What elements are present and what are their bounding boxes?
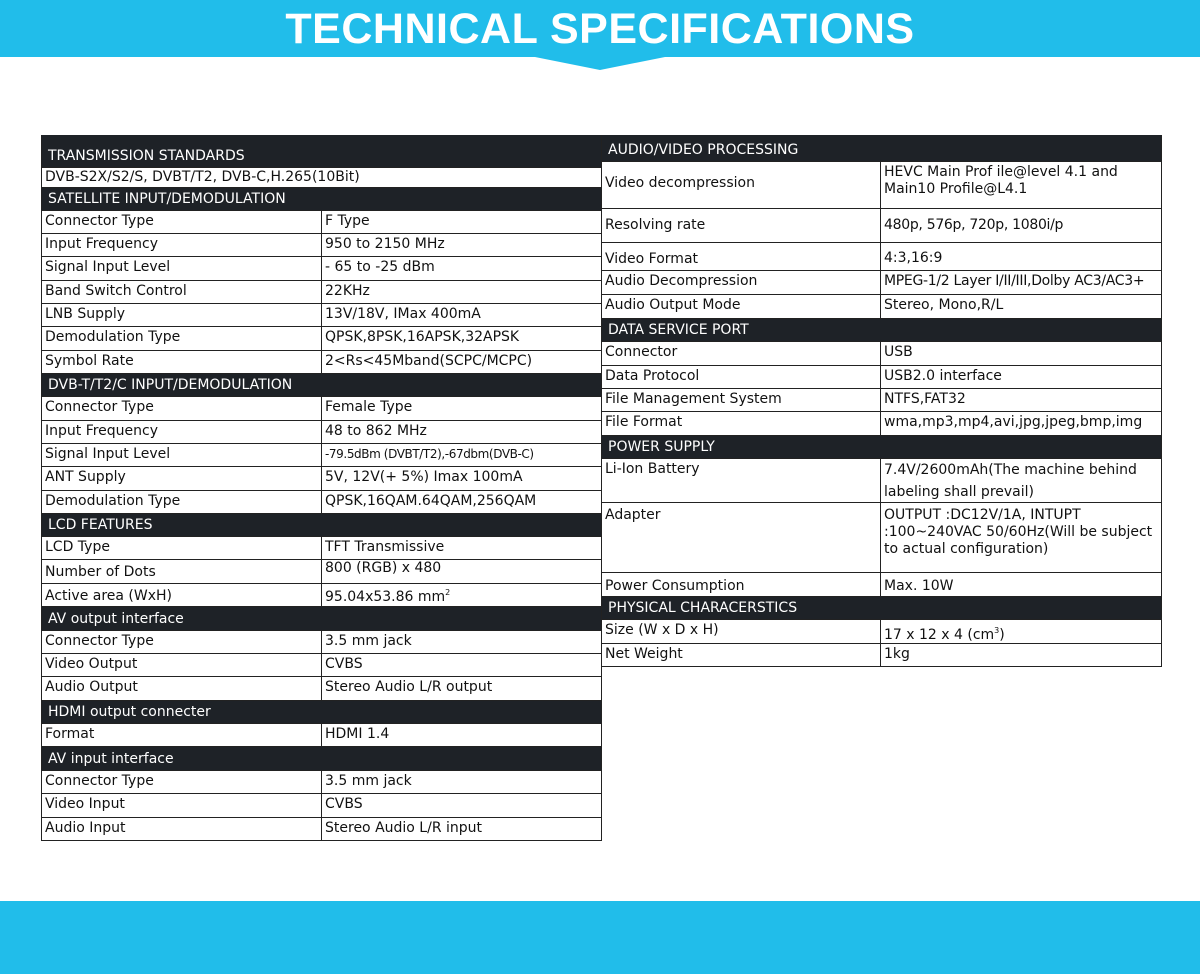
spec-label: LNB Supply bbox=[42, 304, 322, 326]
spec-value: TFT Transmissive bbox=[325, 539, 445, 555]
table-row bbox=[42, 257, 601, 281]
section-title: DATA SERVICE PORT bbox=[608, 322, 749, 338]
spec-label: File Management System bbox=[602, 389, 881, 411]
spec-label: Demodulation Type bbox=[42, 491, 322, 513]
table-row bbox=[42, 304, 601, 327]
spec-label: Video Output bbox=[42, 654, 322, 676]
spec-value: wma,mp3,mp4,avi,jpg,jpeg,bmp,img bbox=[884, 414, 1143, 430]
spec-label: Connector Type bbox=[42, 771, 322, 793]
spec-value: 7.4V/2600mAh(The machine behind labeling shall prevail) bbox=[884, 462, 1137, 500]
table-row bbox=[602, 342, 1161, 366]
table-row bbox=[42, 281, 601, 304]
spec-value: 5V, 12V(+ 5%) Imax 100mA bbox=[325, 469, 523, 485]
spec-value: 3.5 mm jack bbox=[325, 633, 412, 649]
header-banner bbox=[0, 0, 1200, 57]
spec-label: Connector Type bbox=[42, 631, 322, 653]
spec-value bbox=[881, 620, 1008, 643]
section-title: AUDIO/VIDEO PROCESSING bbox=[608, 142, 799, 158]
spec-label: Signal Input Level bbox=[42, 257, 322, 280]
table-row bbox=[42, 560, 601, 584]
spec-value: 1kg bbox=[884, 646, 910, 662]
spec-label: Connector Type bbox=[42, 397, 322, 420]
table-row bbox=[602, 295, 1161, 319]
spec-label: Video Input bbox=[42, 794, 322, 817]
spec-value: 22KHz bbox=[325, 283, 370, 299]
spec-label: Active area (WxH) bbox=[42, 584, 322, 606]
table-row bbox=[42, 397, 601, 421]
spec-value: USB bbox=[884, 344, 913, 360]
spec-label: Adapter bbox=[602, 503, 881, 572]
table-row bbox=[42, 724, 601, 747]
spec-label: Connector bbox=[602, 342, 881, 365]
section-title: PHYSICAL CHARACERSTICS bbox=[608, 600, 798, 616]
spec-label: Net Weight bbox=[602, 644, 881, 666]
spec-value bbox=[322, 584, 453, 606]
spec-label: Demodulation Type bbox=[42, 327, 322, 350]
size-value: 17 x 12 x 4 (cm bbox=[884, 627, 995, 643]
section-transmission-standards bbox=[42, 135, 601, 168]
section-title: AV input interface bbox=[48, 751, 174, 767]
spec-value: 4:3,16:9 bbox=[884, 250, 943, 266]
spec-value: 950 to 2150 MHz bbox=[325, 236, 445, 252]
section-data-service-port bbox=[602, 319, 1161, 342]
table-row bbox=[42, 818, 601, 841]
spec-label: ANT Supply bbox=[42, 467, 322, 490]
table-row bbox=[42, 677, 601, 701]
spec-value: NTFS,FAT32 bbox=[884, 391, 966, 407]
section-av-input bbox=[42, 747, 601, 771]
table-row bbox=[602, 366, 1161, 389]
section-dvbt-input bbox=[42, 374, 601, 397]
spec-label: Data Protocol bbox=[602, 366, 881, 388]
section-satellite-input bbox=[42, 188, 601, 211]
spec-value: Stereo Audio L/R output bbox=[325, 679, 493, 695]
section-title: DVB-T/T2/C INPUT/DEMODULATION bbox=[48, 377, 293, 393]
section-title: POWER SUPPLY bbox=[608, 439, 715, 455]
left-spec-table bbox=[41, 135, 602, 841]
table-row bbox=[42, 467, 601, 491]
spec-label: Power Consumption bbox=[602, 573, 881, 596]
table-row bbox=[602, 573, 1161, 597]
spec-label: Audio Decompression bbox=[602, 271, 881, 294]
section-title: SATELLITE INPUT/DEMODULATION bbox=[48, 191, 286, 207]
page-title: TECHNICAL SPECIFICATIONS bbox=[285, 5, 915, 53]
spec-value: QPSK,8PSK,16APSK,32APSK bbox=[325, 329, 520, 345]
spec-value: HDMI 1.4 bbox=[325, 726, 390, 742]
section-hdmi-output bbox=[42, 701, 601, 724]
table-row bbox=[602, 209, 1161, 243]
superscript: 3 bbox=[994, 626, 1000, 635]
spec-label: Input Frequency bbox=[42, 421, 322, 443]
section-av-processing bbox=[602, 135, 1161, 162]
spec-value: HEVC Main Prof ile@level 4.1 and Main10 Profile@L4.1 bbox=[884, 164, 1118, 197]
table-row bbox=[42, 771, 601, 794]
spec-value: 13V/18V, IMax 400mA bbox=[325, 306, 481, 322]
table-row bbox=[602, 620, 1161, 644]
spec-label: Audio Output Mode bbox=[602, 295, 881, 318]
table-row bbox=[602, 389, 1161, 412]
table-row bbox=[602, 459, 1161, 503]
spec-label: Li-Ion Battery bbox=[602, 459, 881, 502]
spec-value: OUTPUT :DC12V/1A, INTUPT :100~240VAC 50/60Hz(Will be subject to actual configuration) bbox=[884, 507, 1153, 557]
spec-value: Stereo Audio L/R input bbox=[325, 820, 483, 836]
section-lcd-features bbox=[42, 514, 601, 537]
spec-value: QPSK,16QAM.64QAM,256QAM bbox=[325, 493, 537, 509]
table-row bbox=[42, 794, 601, 818]
spec-value: F Type bbox=[325, 213, 370, 229]
table-row bbox=[602, 644, 1161, 667]
table-row bbox=[42, 234, 601, 257]
spec-label: Connector Type bbox=[42, 211, 322, 233]
spec-value: 800 (RGB) x 480 bbox=[325, 560, 442, 576]
section-title: TRANSMISSION STANDARDS bbox=[48, 148, 245, 164]
table-row bbox=[42, 444, 601, 467]
table-row bbox=[42, 327, 601, 351]
table-row bbox=[42, 421, 601, 444]
spec-label: Format bbox=[42, 724, 322, 746]
spec-value: 48 to 862 MHz bbox=[325, 423, 427, 439]
spec-value: MPEG-1/2 Layer I/II/III,Dolby AC3/AC3+ bbox=[884, 273, 1145, 289]
banner-notch bbox=[535, 57, 665, 70]
table-row bbox=[602, 503, 1161, 573]
spec-value: Max. 10W bbox=[884, 578, 954, 594]
spec-value: CVBS bbox=[325, 656, 363, 672]
table-row bbox=[42, 351, 601, 374]
spec-value: USB2.0 interface bbox=[884, 368, 1002, 384]
spec-label: Size (W x D x H) bbox=[602, 620, 881, 643]
active-area-value: 95.04x53.86 mm bbox=[325, 589, 446, 605]
spec-label: Audio Input bbox=[42, 818, 322, 840]
table-row bbox=[42, 491, 601, 514]
spec-value: - 65 to -25 dBm bbox=[325, 259, 435, 275]
table-row bbox=[42, 584, 601, 607]
spec-value: CVBS bbox=[325, 796, 363, 812]
spec-value: 2<Rs<45Mband(SCPC/MCPC) bbox=[325, 353, 533, 369]
transmission-standards-value: DVB-S2X/S2/S, DVBT/T2, DVB-C,H.265(10Bit) bbox=[45, 169, 360, 185]
spec-label: Symbol Rate bbox=[42, 351, 322, 373]
table-row bbox=[42, 631, 601, 654]
footer-band bbox=[0, 901, 1200, 974]
superscript: 2 bbox=[445, 588, 451, 597]
spec-value: Stereo, Mono,R/L bbox=[884, 297, 1004, 313]
table-row bbox=[42, 654, 601, 677]
spec-value: Female Type bbox=[325, 399, 413, 415]
spec-label: Number of Dots bbox=[42, 560, 322, 583]
section-title: HDMI output connecter bbox=[48, 704, 211, 720]
spec-value: -79.5dBm (DVBT/T2),-67dbm(DVB-C) bbox=[325, 447, 534, 461]
section-title: AV output interface bbox=[48, 611, 184, 627]
spec-label: Resolving rate bbox=[602, 209, 881, 242]
table-row bbox=[42, 537, 601, 560]
table-row bbox=[602, 243, 1161, 271]
table-row bbox=[42, 211, 601, 234]
section-physical bbox=[602, 597, 1161, 620]
size-suffix: ) bbox=[999, 627, 1005, 643]
spec-label: Band Switch Control bbox=[42, 281, 322, 303]
table-row bbox=[42, 168, 601, 188]
spec-label: Signal Input Level bbox=[42, 444, 322, 466]
spec-label: Video Format bbox=[602, 243, 881, 270]
spec-label: Audio Output bbox=[42, 677, 322, 700]
section-power-supply bbox=[602, 436, 1161, 459]
spec-value: 480p, 576p, 720p, 1080i/p bbox=[884, 217, 1064, 233]
spec-label: Input Frequency bbox=[42, 234, 322, 256]
spec-label: Video decompression bbox=[602, 162, 881, 208]
table-row bbox=[602, 162, 1161, 209]
section-title: LCD FEATURES bbox=[48, 517, 153, 533]
spec-label: LCD Type bbox=[42, 537, 322, 559]
spec-label: File Format bbox=[602, 412, 881, 435]
spec-value: 3.5 mm jack bbox=[325, 773, 412, 789]
table-row bbox=[602, 412, 1161, 436]
section-av-output bbox=[42, 607, 601, 631]
table-row bbox=[602, 271, 1161, 295]
right-spec-table bbox=[601, 135, 1162, 667]
